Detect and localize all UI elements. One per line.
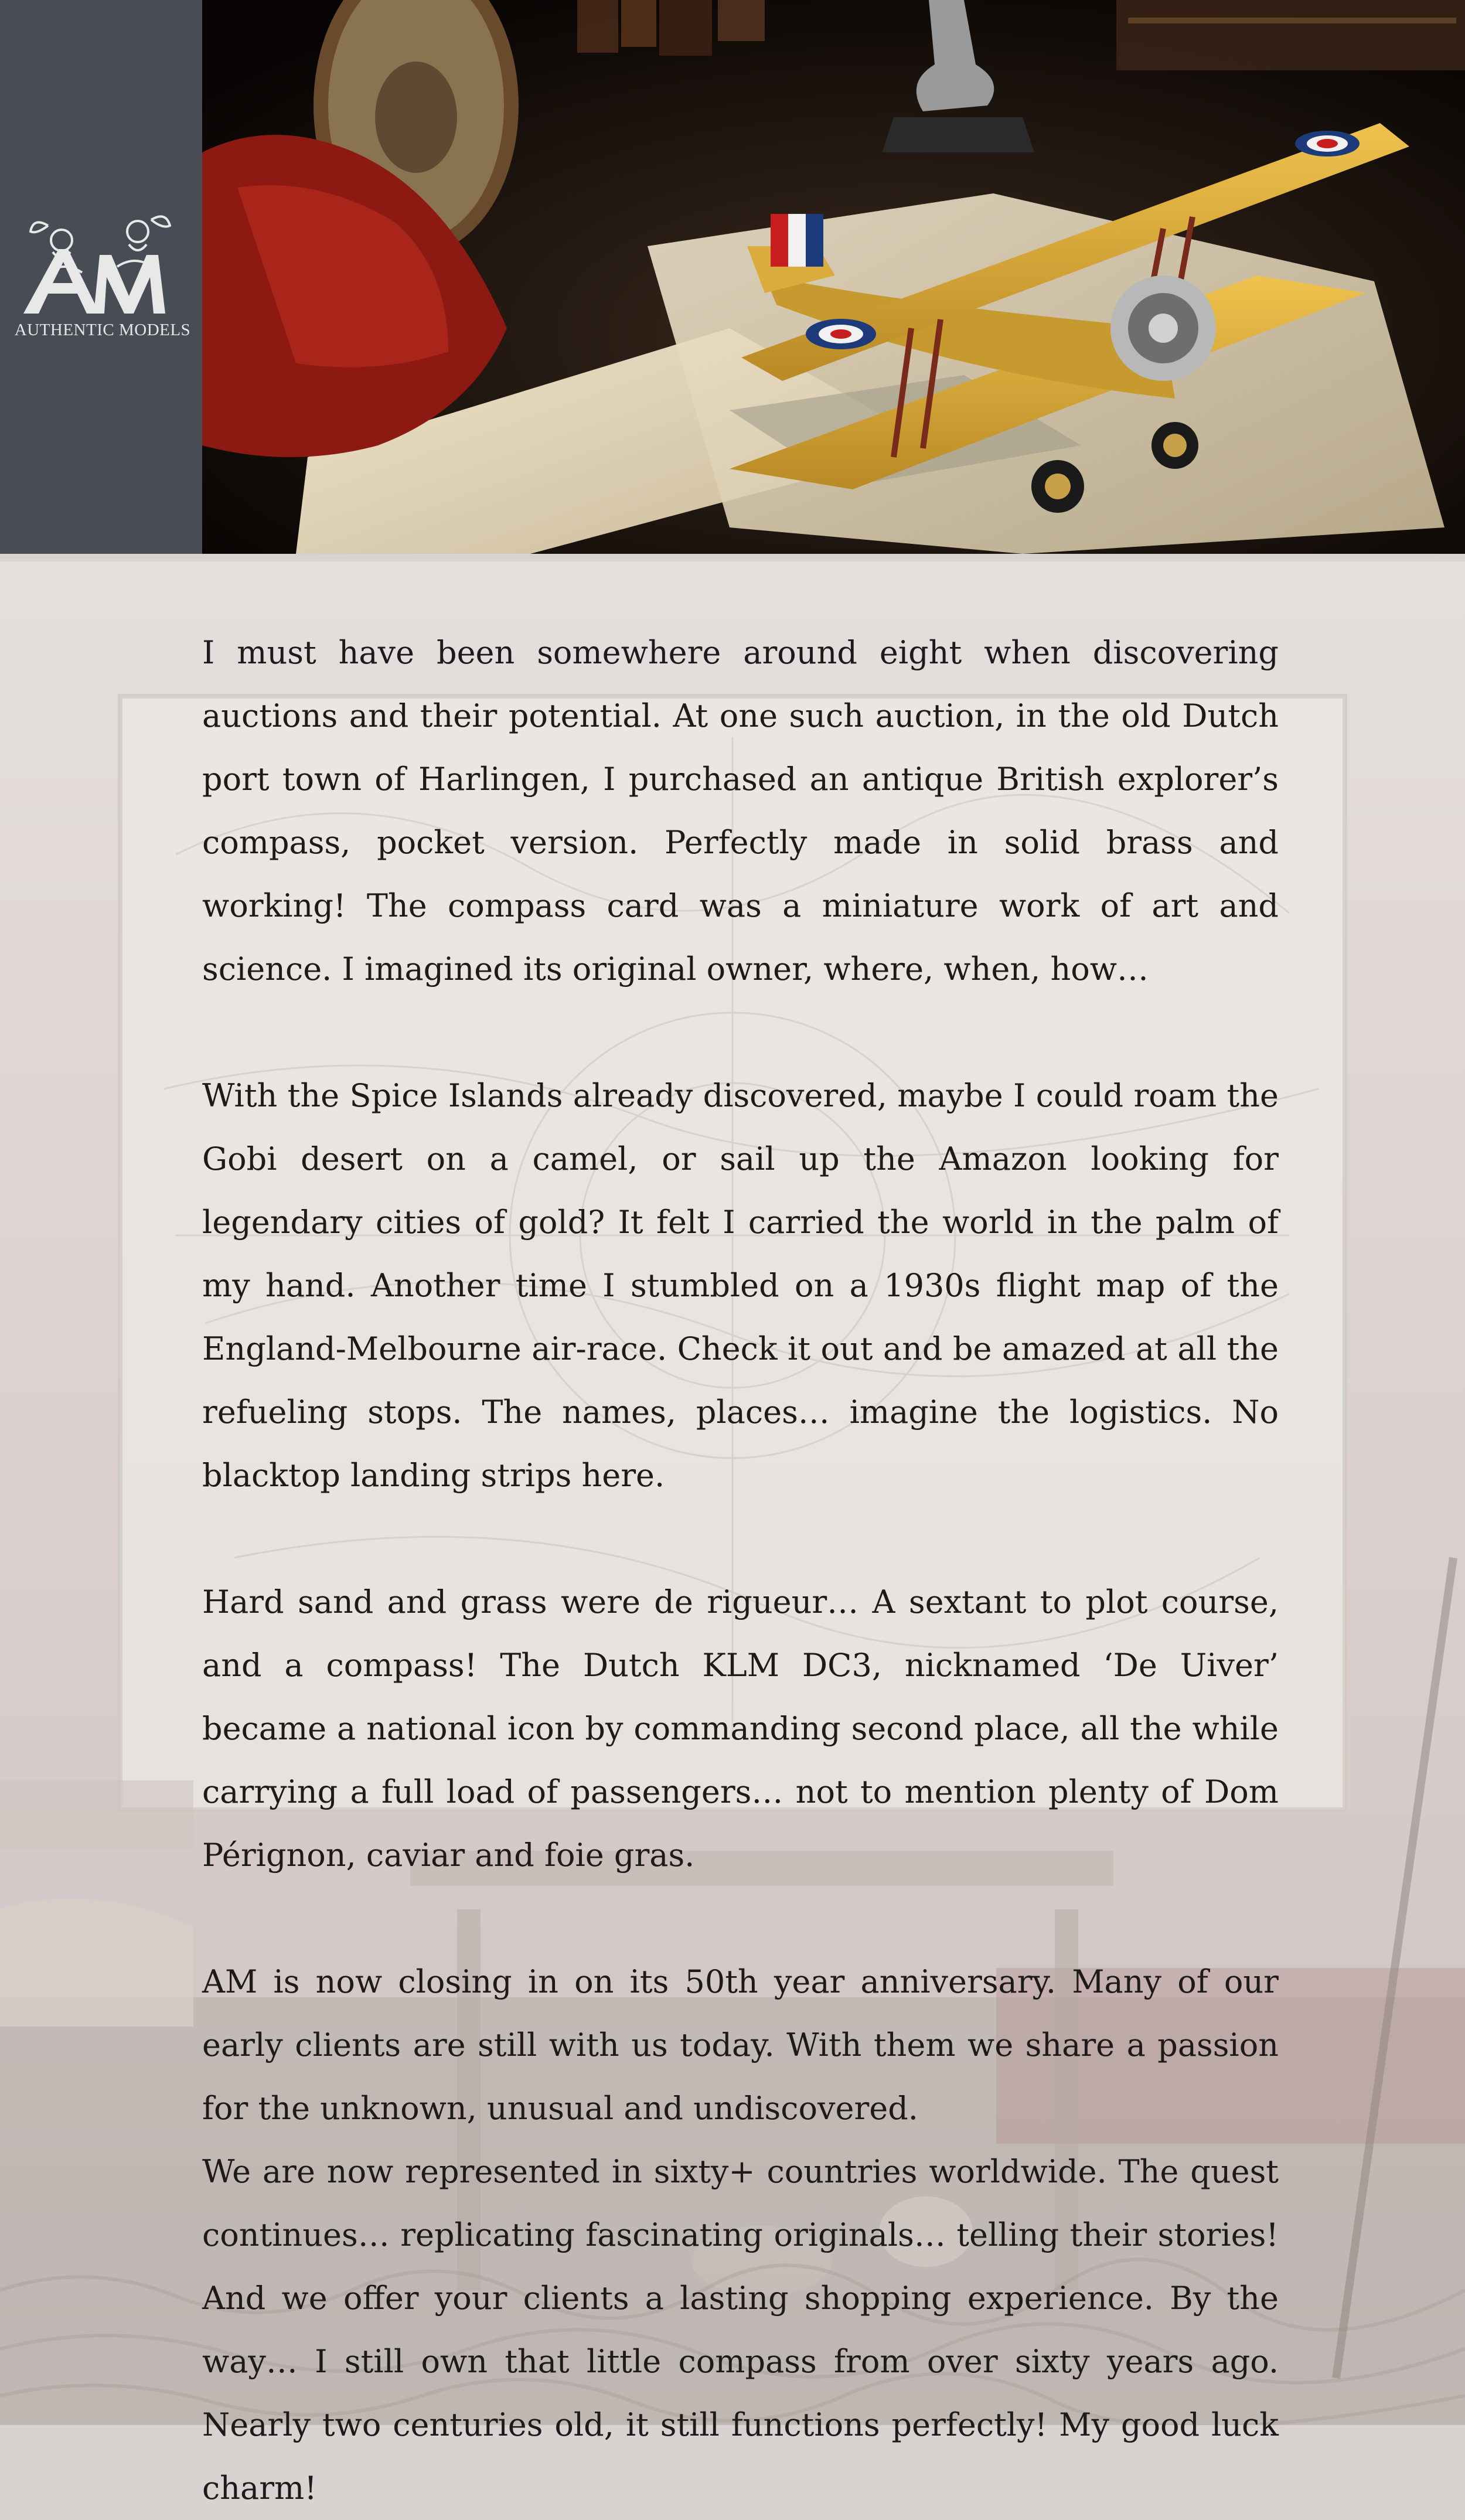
biplane-model-photo [202, 0, 1465, 554]
paragraph-gap [202, 1001, 1279, 1064]
brand-logo[interactable] [12, 208, 191, 349]
brand-sidebar [0, 0, 202, 554]
paragraph-gap [202, 1887, 1279, 1950]
story-paragraph-3: Hard sand and grass were de rigueur… A sextant to plot course, and a compass! The Dutch KLM DC3, nicknamed ‘De Uiver’ became a national icon by commanding second place, all the while carrying a full load of passengers… not to mention plenty of Dom Pérignon, caviar and foie gras. [202, 1583, 1279, 1874]
story-paragraph-4: AM is now closing in on its 50th year anniversary. Many of our early clients are still with us today. With them we share a passion for the unknown, unusual and undiscovered. [202, 1963, 1279, 2127]
logo-caption: AUTHENTIC MODELS [14, 321, 191, 339]
story-text [202, 621, 1279, 2520]
story-paragraph-5: We are now represented in sixty+ countries worldwide. The quest continues… replicating fascinating originals… telling their stories! And we offer your clients a lasting shopping experience. By the way… I still own that little compass from over sixty years ago. Nearly two centuries old, it still functions perfectly! My good luck charm! [202, 2153, 1279, 2507]
am-cherub-logo-icon [12, 208, 188, 319]
story-paragraph-1: I must have been somewhere around eight when discovering auctions and their potential. At one such auction, in the old Dutch port town of Harlingen, I purchased an antique British explorer’s compass, pocket version. Perfectly made in solid brass and working! The compass card was a miniature work of art and science. I imagined its original owner, where, when, how… [202, 634, 1279, 987]
paragraph-gap [202, 1507, 1279, 1571]
header-banner [0, 0, 1465, 554]
story-paragraph-2: With the Spice Islands already discovered, maybe I could roam the Gobi desert on a camel, or sail up the Amazon looking for legendary cities of gold? It felt I carried the world in the palm of my hand. Another time I stumbled on a 1930s flight map of the England-Melbourne air-race. Check it out and be amazed at all the refueling stops. The names, places… imagine the logistics. No blacktop landing strips here. [202, 1077, 1279, 1494]
hero-photo [202, 0, 1465, 554]
